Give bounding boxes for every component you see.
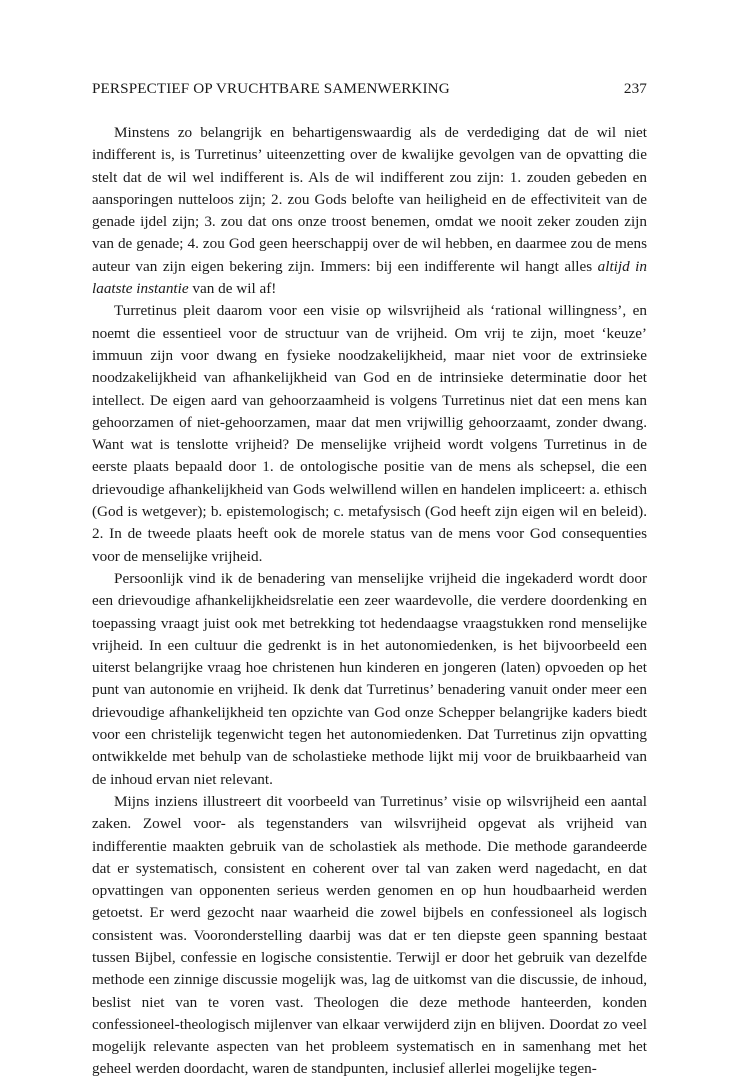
- running-title: PERSPECTIEF OP VRUCHTBARE SAMENWERKING: [92, 80, 450, 97]
- body-text: [92, 122, 647, 1081]
- paragraph: Persoonlijk vind ik de benadering van menselijke vrijheid die ingekaderd wordt door een drievoudige afhankelijkheidsrelatie een zeer waardevolle, die verdere doordenking en toepassing vraagt juist ook met betrekking tot hedendaagse vraagstukken rond menselijke vrijheid. In een cultuur die gedrenkt is in het autonomiedenken, is het bijvoorbeeld een uiterst belangrijke vraag hoe christenen hun kinderen en jongeren (laten) opvoeden op het punt van autonomie en vrijheid. Ik denk dat Turretinus’ benadering vanuit onder meer een drievoudige afhankelijkheid ten opzichte van God onze Schepper belangrijke kaders biedt voor een christelijk tegenwicht tegen het autonomiedenken. Dat Turretinus zijn opvatting ontwikkelde met behulp van de scholastieke methode lijkt mij voor de bruikbaarheid van de inhoud ervan niet relevant.: [92, 569, 647, 788]
- paragraph: Mijns inziens illustreert dit voorbeeld van Turretinus’ visie op wilsvrijheid een aantal zaken. Zowel voor- als tegenstanders van wilsvrijheid opgevat als vrijheid van indifferentie maakten gebruik van de scholastiek als methode. Die methode garandeerde dat er systematisch, consistent en coherent over tal van zaken werd nagedacht, en dat opvattingen van opponenten serieus werden genomen en op hun houdbaarheid werden getoetst. Er werd gezocht naar waarheid die zowel bijbels en confessioneel als logisch consistent was. Vooronderstelling daarbij was dat er ten diepste geen spanning bestaat tussen Bijbel, confessie en logische consistentie. Terwijl er door het gebruik van dezelfde methode een zinnige discussie mogelijk was, lag de uitkomst van die discussie, de inhoud, beslist niet van te voren vast. Theologen die deze methode hanteerden, konden confessioneel-theologisch mijlenver van elkaar verwijderd zijn en blijven. Doordat zo veel mogelijk relevante aspecten van het probleem systematisch en in samenhang met het geheel werden doordacht, waren de standpunten, inclusief allerlei mogelijke tegen-: [92, 792, 647, 1078]
- paragraph-text: van de wil af!: [188, 280, 277, 298]
- paragraph: Turretinus pleit daarom voor een visie op wilsvrijheid als ‘rational willingness’, en noemt die essentieel voor de structuur van de vrijheid. Om vrij te zijn, moet ‘keuze’ immuun zijn voor dwang en fysieke noodzakelijkheid, maar niet voor de extrinsieke noodzakelijkheid van afhankelijkheid van God en de intrinsieke determinatie door het intellect. De eigen aard van gehoorzaamheid is volgens Turretinus niet dat een mens kan gehoorzamen of niet-gehoorzamen, maar dat men vrijwillig gehoorzaamt, zonder dwang. Want wat is tenslotte vrijheid? De menselijke vrijheid wordt volgens Turretinus in de eerste plaats bepaald door 1. de ontologische positie van de mens als schepsel, die een drievoudige afhankelijkheid van Gods welwillend willen en handelen impliceert: a. ethisch (God is wetgever); b. epistemologisch; c. metafysisch (God heeft zijn eigen wil en beleid). 2. In de tweede plaats heeft ook de morele status van de mens voor God consequenties voor de menselijke vrijheid.: [92, 302, 647, 565]
- page-number: 237: [623, 80, 647, 97]
- running-header: [92, 78, 647, 100]
- emphasis-text: altijd in laatste instantie: [92, 257, 647, 298]
- paragraph-text: Minstens zo belangrijk en behartigenswaardig als de verdediging dat de wil niet indifferent is, is Turretinus’ uiteenzetting over de kwalijke gevolgen van de opvatting die stelt dat de wil wel indifferent is. Als de wil indifferent zou zijn: 1. zouden gebeden en aansporingen nutteloos zijn; 2. zou Gods belofte van heiligheid en de effectiviteit van de genade ijdel zijn; 3. zou dat ons onze troost benemen, omdat we nooit zeker zouden zijn van de genade; 4. zou God geen heerschappij over de wil hebben, en daarmee zou de mens auteur van zijn eigen bekering zijn. Immers: bij een indifferente wil hangt alles: [92, 124, 647, 275]
- paragraph: [92, 122, 647, 300]
